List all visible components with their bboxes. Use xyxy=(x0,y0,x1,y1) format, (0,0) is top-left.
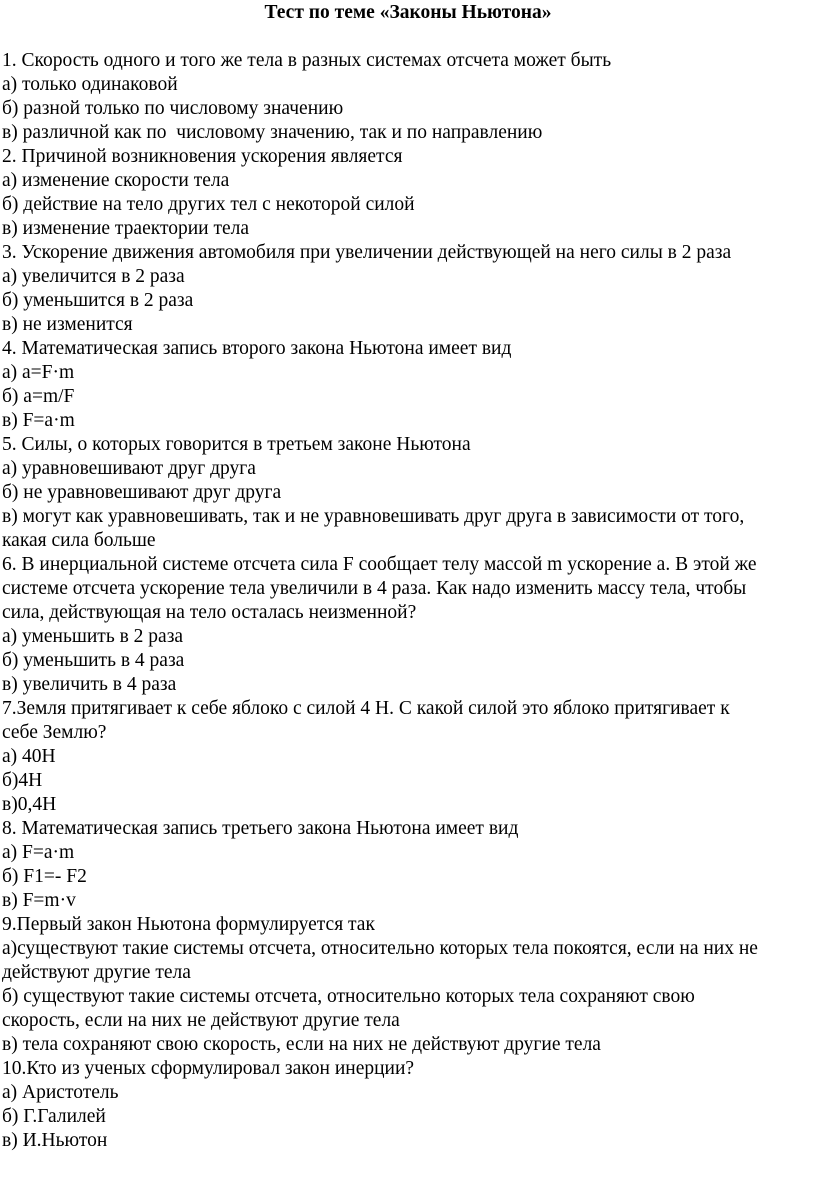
question-text: 2. Причиной возникновения ускорения является xyxy=(2,146,403,167)
question-list xyxy=(2,49,814,1153)
answer-option: а) уравновешивают друг друга xyxy=(2,458,256,479)
answer-option: а) изменение скорости тела xyxy=(2,170,230,191)
answer-option: б) действие на тело других тел с некоторой силой xyxy=(2,194,415,215)
answer-option: в) различной как по числовому значению, так и по направлению xyxy=(2,122,543,143)
answer-option: в) тела сохраняют свою скорость, если на них не действуют другие тела xyxy=(2,1034,601,1055)
answer-option: в) могут как уравновешивать, так и не уравновешивать друг друга в зависимости от того, какая сила больше xyxy=(2,506,745,551)
answer-option: а) Аристотель xyxy=(2,1082,119,1103)
answer-option: а) F=a·m xyxy=(2,842,75,863)
answer-option: б) F1=- F2 xyxy=(2,866,87,887)
question-text: 6. В инерциальной системе отсчета сила F сообщает телу массой m ускорение a. В этой же системе отсчета ускорение тела увеличили в 4 раза. Как надо изменить массу тела, чтобы сила, действующая на тело осталась неизменной? xyxy=(2,554,757,623)
answer-option: в)0,4Н xyxy=(2,794,57,815)
question-text: 1. Скорость одного и того же тела в разных системах отсчета может быть xyxy=(2,50,612,71)
question-9 xyxy=(2,913,814,1057)
answer-option: в) И.Ньютон xyxy=(2,1130,108,1151)
question-text: 10.Кто из ученых сформулировал закон инерции? xyxy=(2,1058,415,1079)
question-text: 4. Математическая запись второго закона Ньютона имеет вид xyxy=(2,338,512,359)
answer-option: а) только одинаковой xyxy=(2,74,178,95)
question-text: 8. Математическая запись третьего закона Ньютона имеет вид xyxy=(2,818,519,839)
question-8 xyxy=(2,817,814,913)
question-3 xyxy=(2,241,814,337)
document-title: Тест по теме «Законы Ньютона» xyxy=(264,2,552,23)
answer-option: а) 40Н xyxy=(2,746,56,767)
answer-option: а) уменьшить в 2 раза xyxy=(2,626,184,647)
answer-option: а)существуют такие системы отсчета, относительно которых тела покоятся, если на них не действуют другие тела xyxy=(2,938,758,983)
answer-option: а) увеличится в 2 раза xyxy=(2,266,185,287)
answer-option: в) F=a·m xyxy=(2,410,75,431)
answer-option: б) Г.Галилей xyxy=(2,1106,106,1127)
question-text: 5. Силы, о которых говорится в третьем законе Ньютона xyxy=(2,434,471,455)
question-6 xyxy=(2,553,814,697)
answer-option: в) F=m·v xyxy=(2,890,76,911)
answer-option: б) не уравновешивают друг друга xyxy=(2,482,282,503)
answer-option: в) увеличить в 4 раза xyxy=(2,674,177,695)
question-5 xyxy=(2,433,814,553)
answer-option: б) a=m/F xyxy=(2,386,75,407)
answer-option: а) a=F·m xyxy=(2,362,75,383)
question-1 xyxy=(2,49,814,145)
answer-option: б) разной только по числовому значению xyxy=(2,98,344,119)
question-text: 3. Ускорение движения автомобиля при увеличении действующей на него силы в 2 раза xyxy=(2,242,732,263)
question-7 xyxy=(2,697,814,817)
question-10 xyxy=(2,1057,814,1153)
answer-option: б) уменьшить в 4 раза xyxy=(2,650,185,671)
question-text: 7.Земля притягивает к себе яблоко с силой 4 Н. С какой силой это яблоко притягивает к себе Землю? xyxy=(2,698,730,743)
answer-option: б) существуют такие системы отсчета, относительно которых тела сохраняют свою скорость, если на них не действуют другие тела xyxy=(2,986,695,1031)
answer-option: б)4Н xyxy=(2,770,43,791)
answer-option: в) изменение траектории тела xyxy=(2,218,250,239)
answer-option: в) не изменится xyxy=(2,314,133,335)
question-4 xyxy=(2,337,814,433)
answer-option: б) уменьшится в 2 раза xyxy=(2,290,194,311)
question-text: 9.Первый закон Ньютона формулируется так xyxy=(2,914,375,935)
question-2 xyxy=(2,145,814,241)
